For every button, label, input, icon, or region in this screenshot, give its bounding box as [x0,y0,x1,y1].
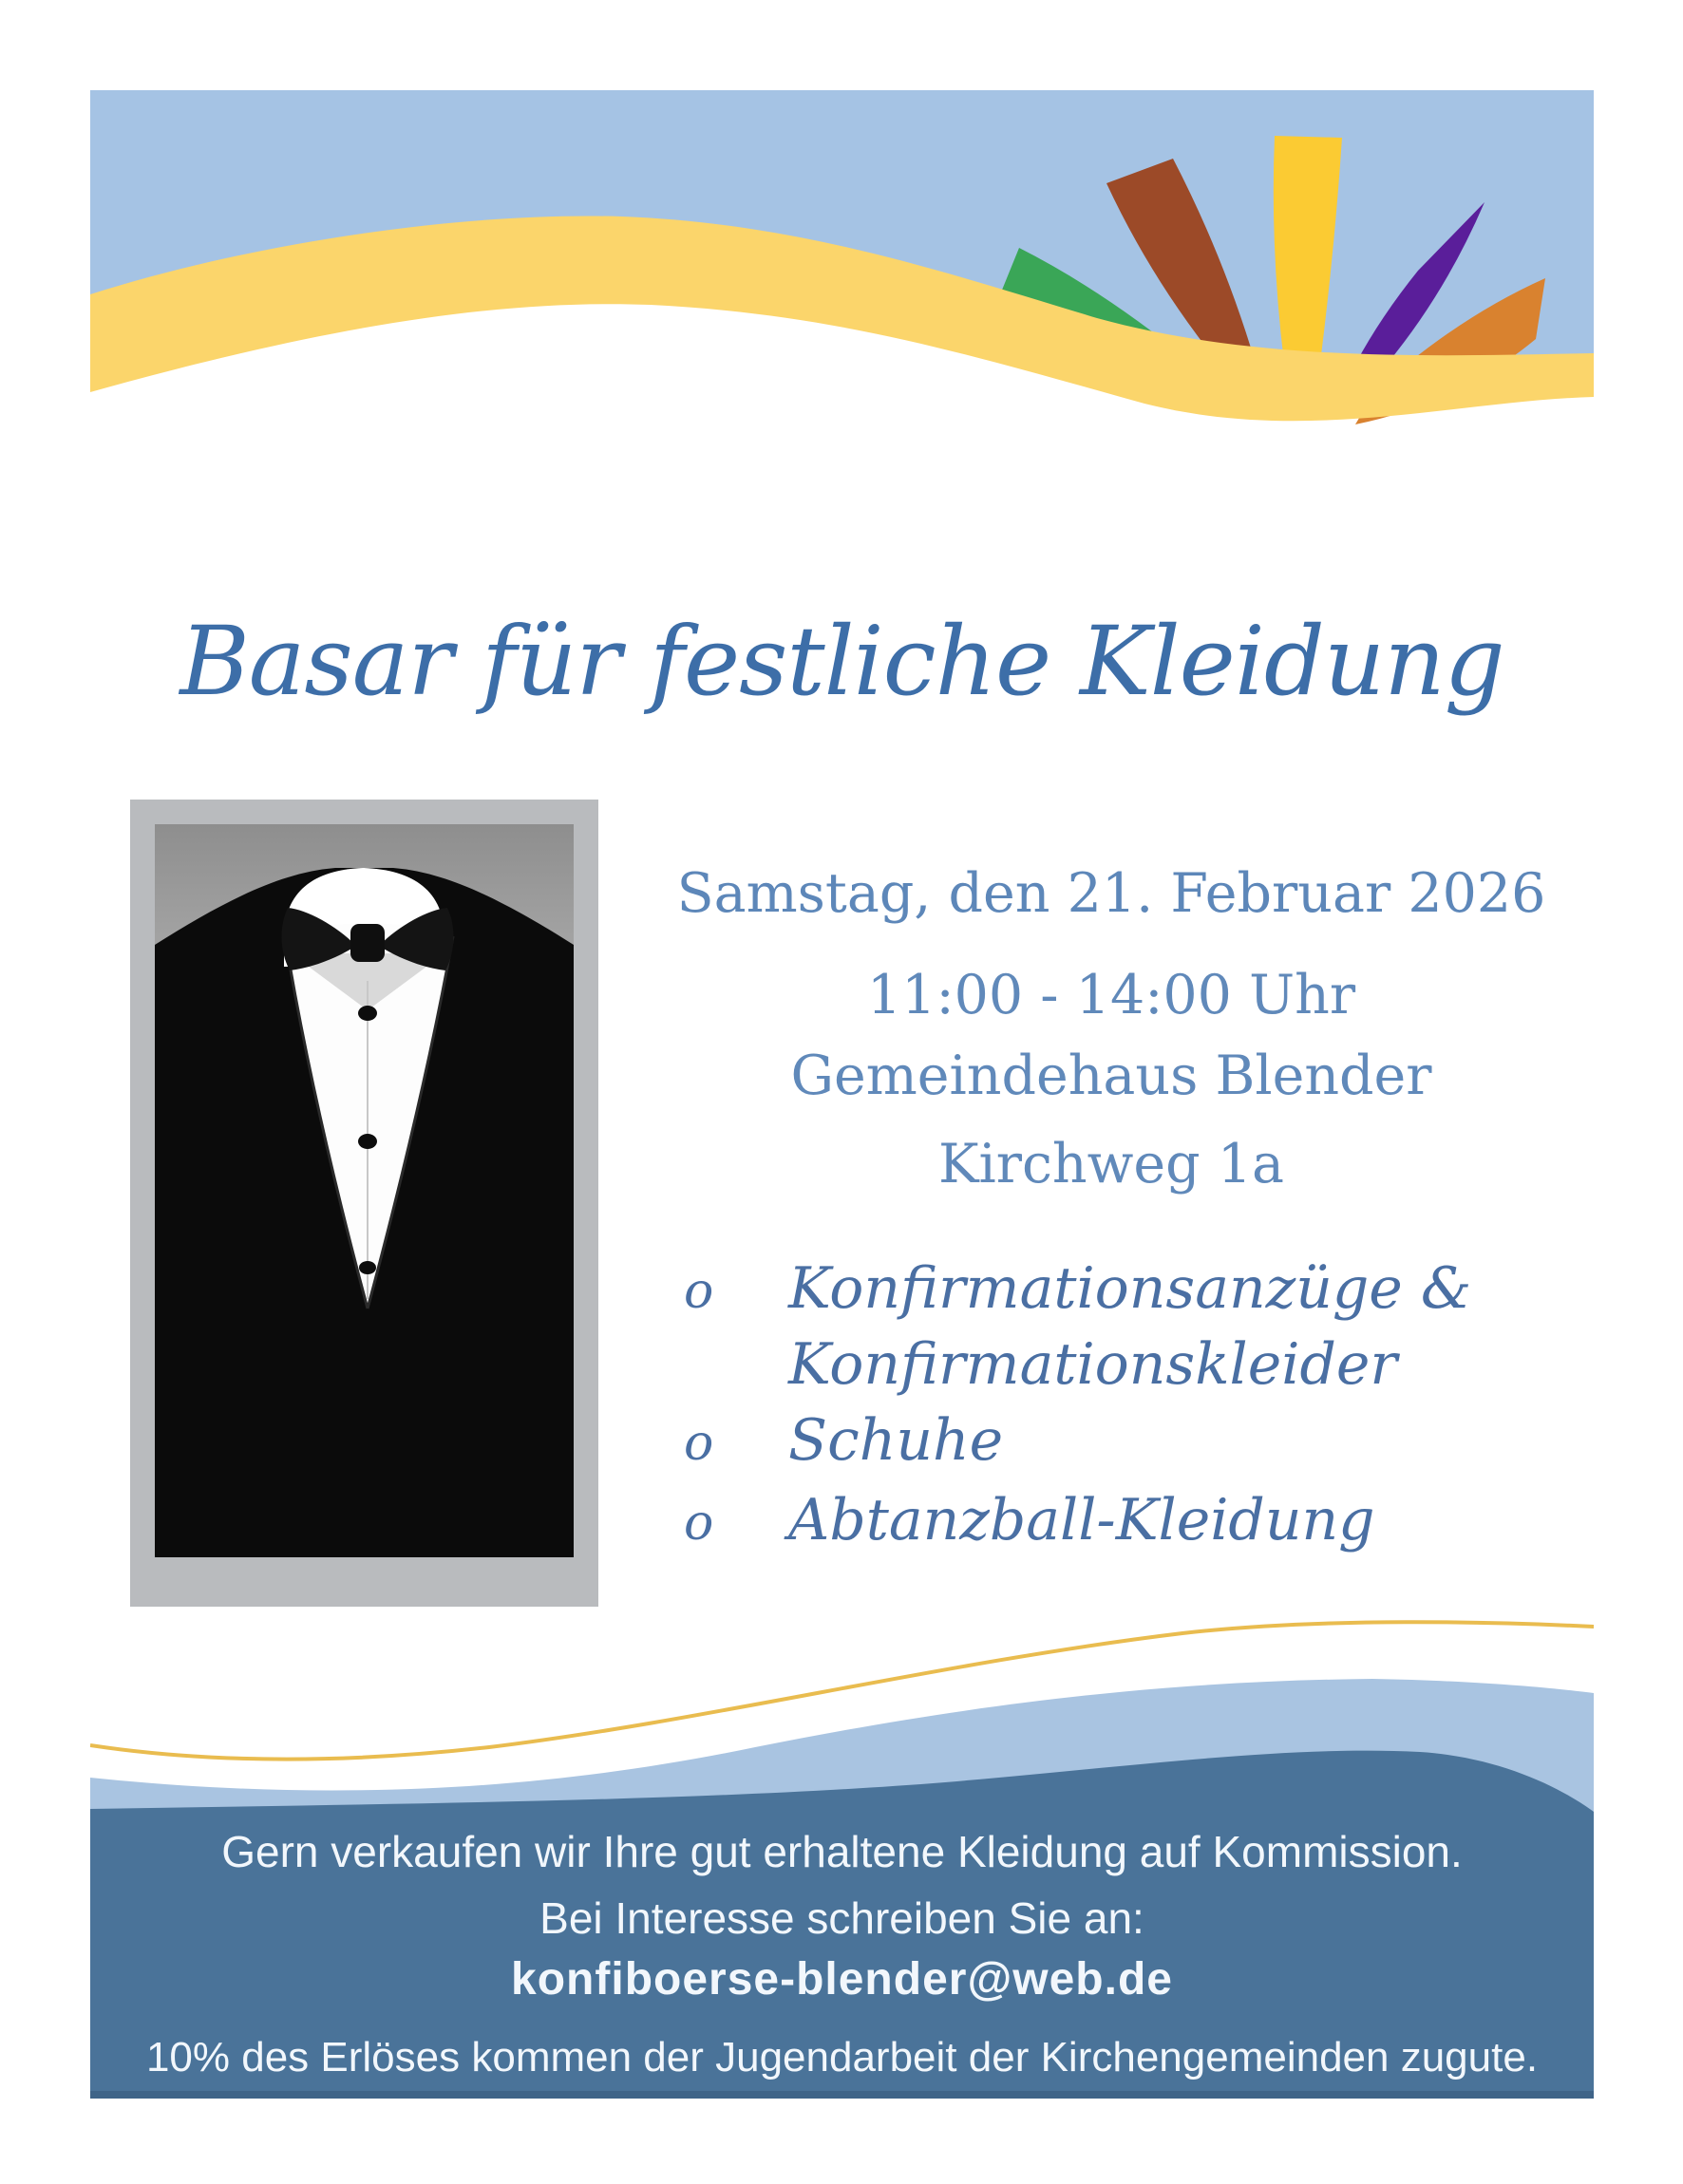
event-time: 11:00 - 14:00 Uhr [866,964,1356,1026]
bullet-marker: o [684,1263,714,1320]
list-item-continuation [684,1327,1397,1403]
bullet-marker: o [684,1495,714,1552]
list-item-text: Konfirmationskleider [788,1331,1398,1398]
event-venue: Gemeindehaus Blender [790,1045,1432,1107]
footer-email: konfiboerse-blender@web.de [511,1954,1173,2005]
list-item [684,1403,1003,1481]
list-item-text: Konfirmationsanzüge & [788,1255,1472,1322]
footer-donation-note: 10% des Erlöses kommen der Jugendarbeit der Kirchengemeinden zugute. [145,2034,1539,2080]
header-wave-band [90,90,1594,489]
header-sky-background [90,90,1594,386]
page-title: Basar für festliche Kleidung [180,606,1504,717]
event-date: Samstag, den 21. Februar 2026 [676,862,1546,925]
list-item [684,1482,1375,1561]
footer-commission-text: Gern verkaufen wir Ihre gut erhaltene Kleidung auf Kommission. [221,1827,1463,1876]
footer-contact-prompt: Bei Interesse schreiben Sie an: [539,1893,1144,1943]
bullet-marker: o [684,1415,714,1472]
tuxedo-illustration [130,800,598,1607]
event-address: Kirchweg 1a [937,1133,1285,1196]
list-item-text: Abtanzball-Kleidung [788,1487,1375,1553]
list-item [684,1251,1471,1329]
footer-bottom-edge [90,2091,1594,2099]
list-item-text: Schuhe [788,1407,1004,1474]
